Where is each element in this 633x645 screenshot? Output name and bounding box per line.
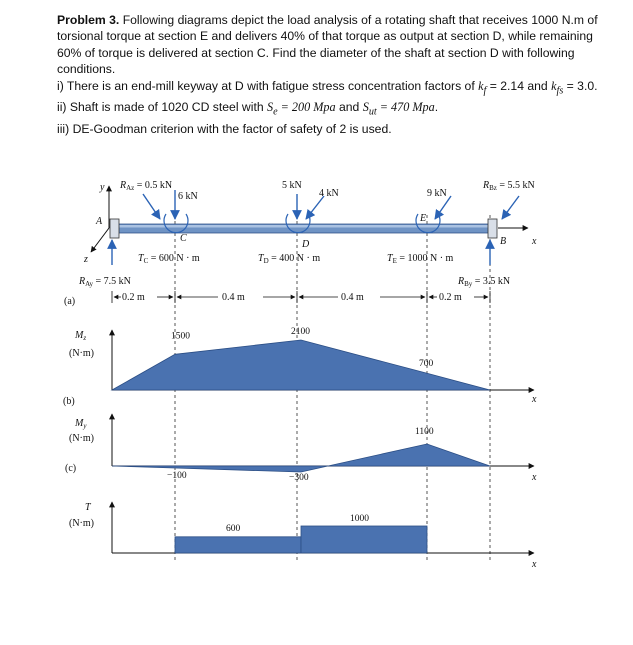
torque-bar-CD	[175, 537, 301, 553]
load-4kN-label: 4 kN	[319, 188, 339, 199]
torque-x-label: x	[532, 559, 537, 570]
mz-label-E: 700	[419, 359, 434, 369]
my-label-D: −300	[289, 473, 309, 483]
load-9kN-label: 9 kN	[427, 188, 447, 199]
mz-x-label: x	[532, 394, 537, 405]
z-axis-arrow	[91, 228, 109, 252]
problem-intro: Problem 3. Following diagrams depict the load analysis of a rotating shaft that receives 1000 N.m of torsional torque at section E and delivers 40% of that torque as output at section D, while remaining 60% of torque is delivered at section C. Find the diameter of the shaft at section D with following conditions.	[57, 13, 598, 77]
mz-diagram	[63, 327, 537, 407]
load-5kN-label: 5 kN	[282, 180, 302, 191]
load-RAz-arrow	[143, 194, 160, 219]
torque-label-CD: 600	[226, 523, 241, 534]
RAy-label: $R_{Ay} = 7.5$ kN	[79, 276, 131, 288]
mz-unit: (N·m)	[69, 348, 94, 359]
condition-1: i) There is an end-mill keyway at D with fatigue stress concentration factors of $k_f = 2.14$ and $k_{fs} = 3.0$.	[57, 78, 598, 97]
TE-label: $T_E = 1000$ N · m	[387, 253, 454, 265]
problem-heading: Problem 3.	[57, 13, 120, 27]
TC-label: $T_C = 600$ N · m	[138, 253, 200, 265]
load-9kN-arrow	[435, 196, 451, 219]
axis-y-label: y	[100, 182, 105, 193]
mz-moment-area	[112, 340, 490, 390]
dim-DE: 0.4 m	[341, 292, 364, 303]
torque-diagram	[69, 502, 537, 570]
dim-CD: 0.4 m	[222, 292, 245, 303]
panel-c-label: (c)	[65, 463, 77, 474]
condition-3: iii) DE-Goodman criterion with the factor of safety of 2 is used.	[57, 122, 392, 137]
mz-label-C: 1500	[171, 331, 190, 342]
torque-ylabel: T	[85, 502, 91, 513]
section-A-label: A	[96, 216, 103, 227]
torque-label-DE: 1000	[350, 514, 369, 524]
section-B-label: B	[500, 236, 507, 247]
RBz-label: $R_{Bz} = 5.5$ kN	[483, 180, 535, 192]
mz-ylabel: $M_z$	[75, 330, 87, 342]
my-ylabel: $M_y$	[75, 418, 87, 430]
my-unit: (N·m)	[69, 433, 94, 444]
axis-x-label: x	[532, 236, 537, 247]
my-x-label: x	[532, 472, 537, 483]
TD-label: $T_D = 400$ N · m	[258, 253, 321, 265]
my-label-E: 1100	[415, 427, 434, 437]
bearing-A	[110, 219, 119, 238]
torque-bar-DE	[301, 526, 427, 553]
RAz-label: $R_{Az} = 0.5$ kN	[120, 180, 173, 192]
my-moment-area	[112, 444, 490, 472]
condition-2: ii) Shaft is made of 1020 CD steel with $S_e = 200$ Mpa and $S_{ut} = 470$ Mpa.	[57, 100, 439, 118]
axis-z-label: z	[84, 254, 88, 265]
load-6kN-label: 6 kN	[178, 191, 198, 202]
torque-unit: (N·m)	[69, 518, 94, 529]
dim-EB: 0.2 m	[439, 292, 462, 303]
load-RBz-arrow	[502, 196, 519, 219]
section-D-label: D	[302, 239, 310, 250]
bearing-B	[488, 219, 497, 238]
load-diagram	[64, 180, 537, 307]
RBy-label: $R_{By} = 3.5$ kN	[458, 276, 511, 288]
panel-b-label: (b)	[63, 396, 75, 407]
section-E-label: E	[420, 213, 427, 224]
panel-a-label: (a)	[64, 296, 76, 307]
dimension-line	[112, 291, 490, 303]
my-label-C: −100	[167, 471, 187, 481]
dim-AC: 0.2 m	[122, 292, 145, 303]
section-C-label: C	[180, 233, 187, 244]
my-diagram	[65, 414, 537, 483]
mz-label-D: 2100	[291, 327, 310, 337]
load-4kN-arrow	[306, 196, 324, 219]
